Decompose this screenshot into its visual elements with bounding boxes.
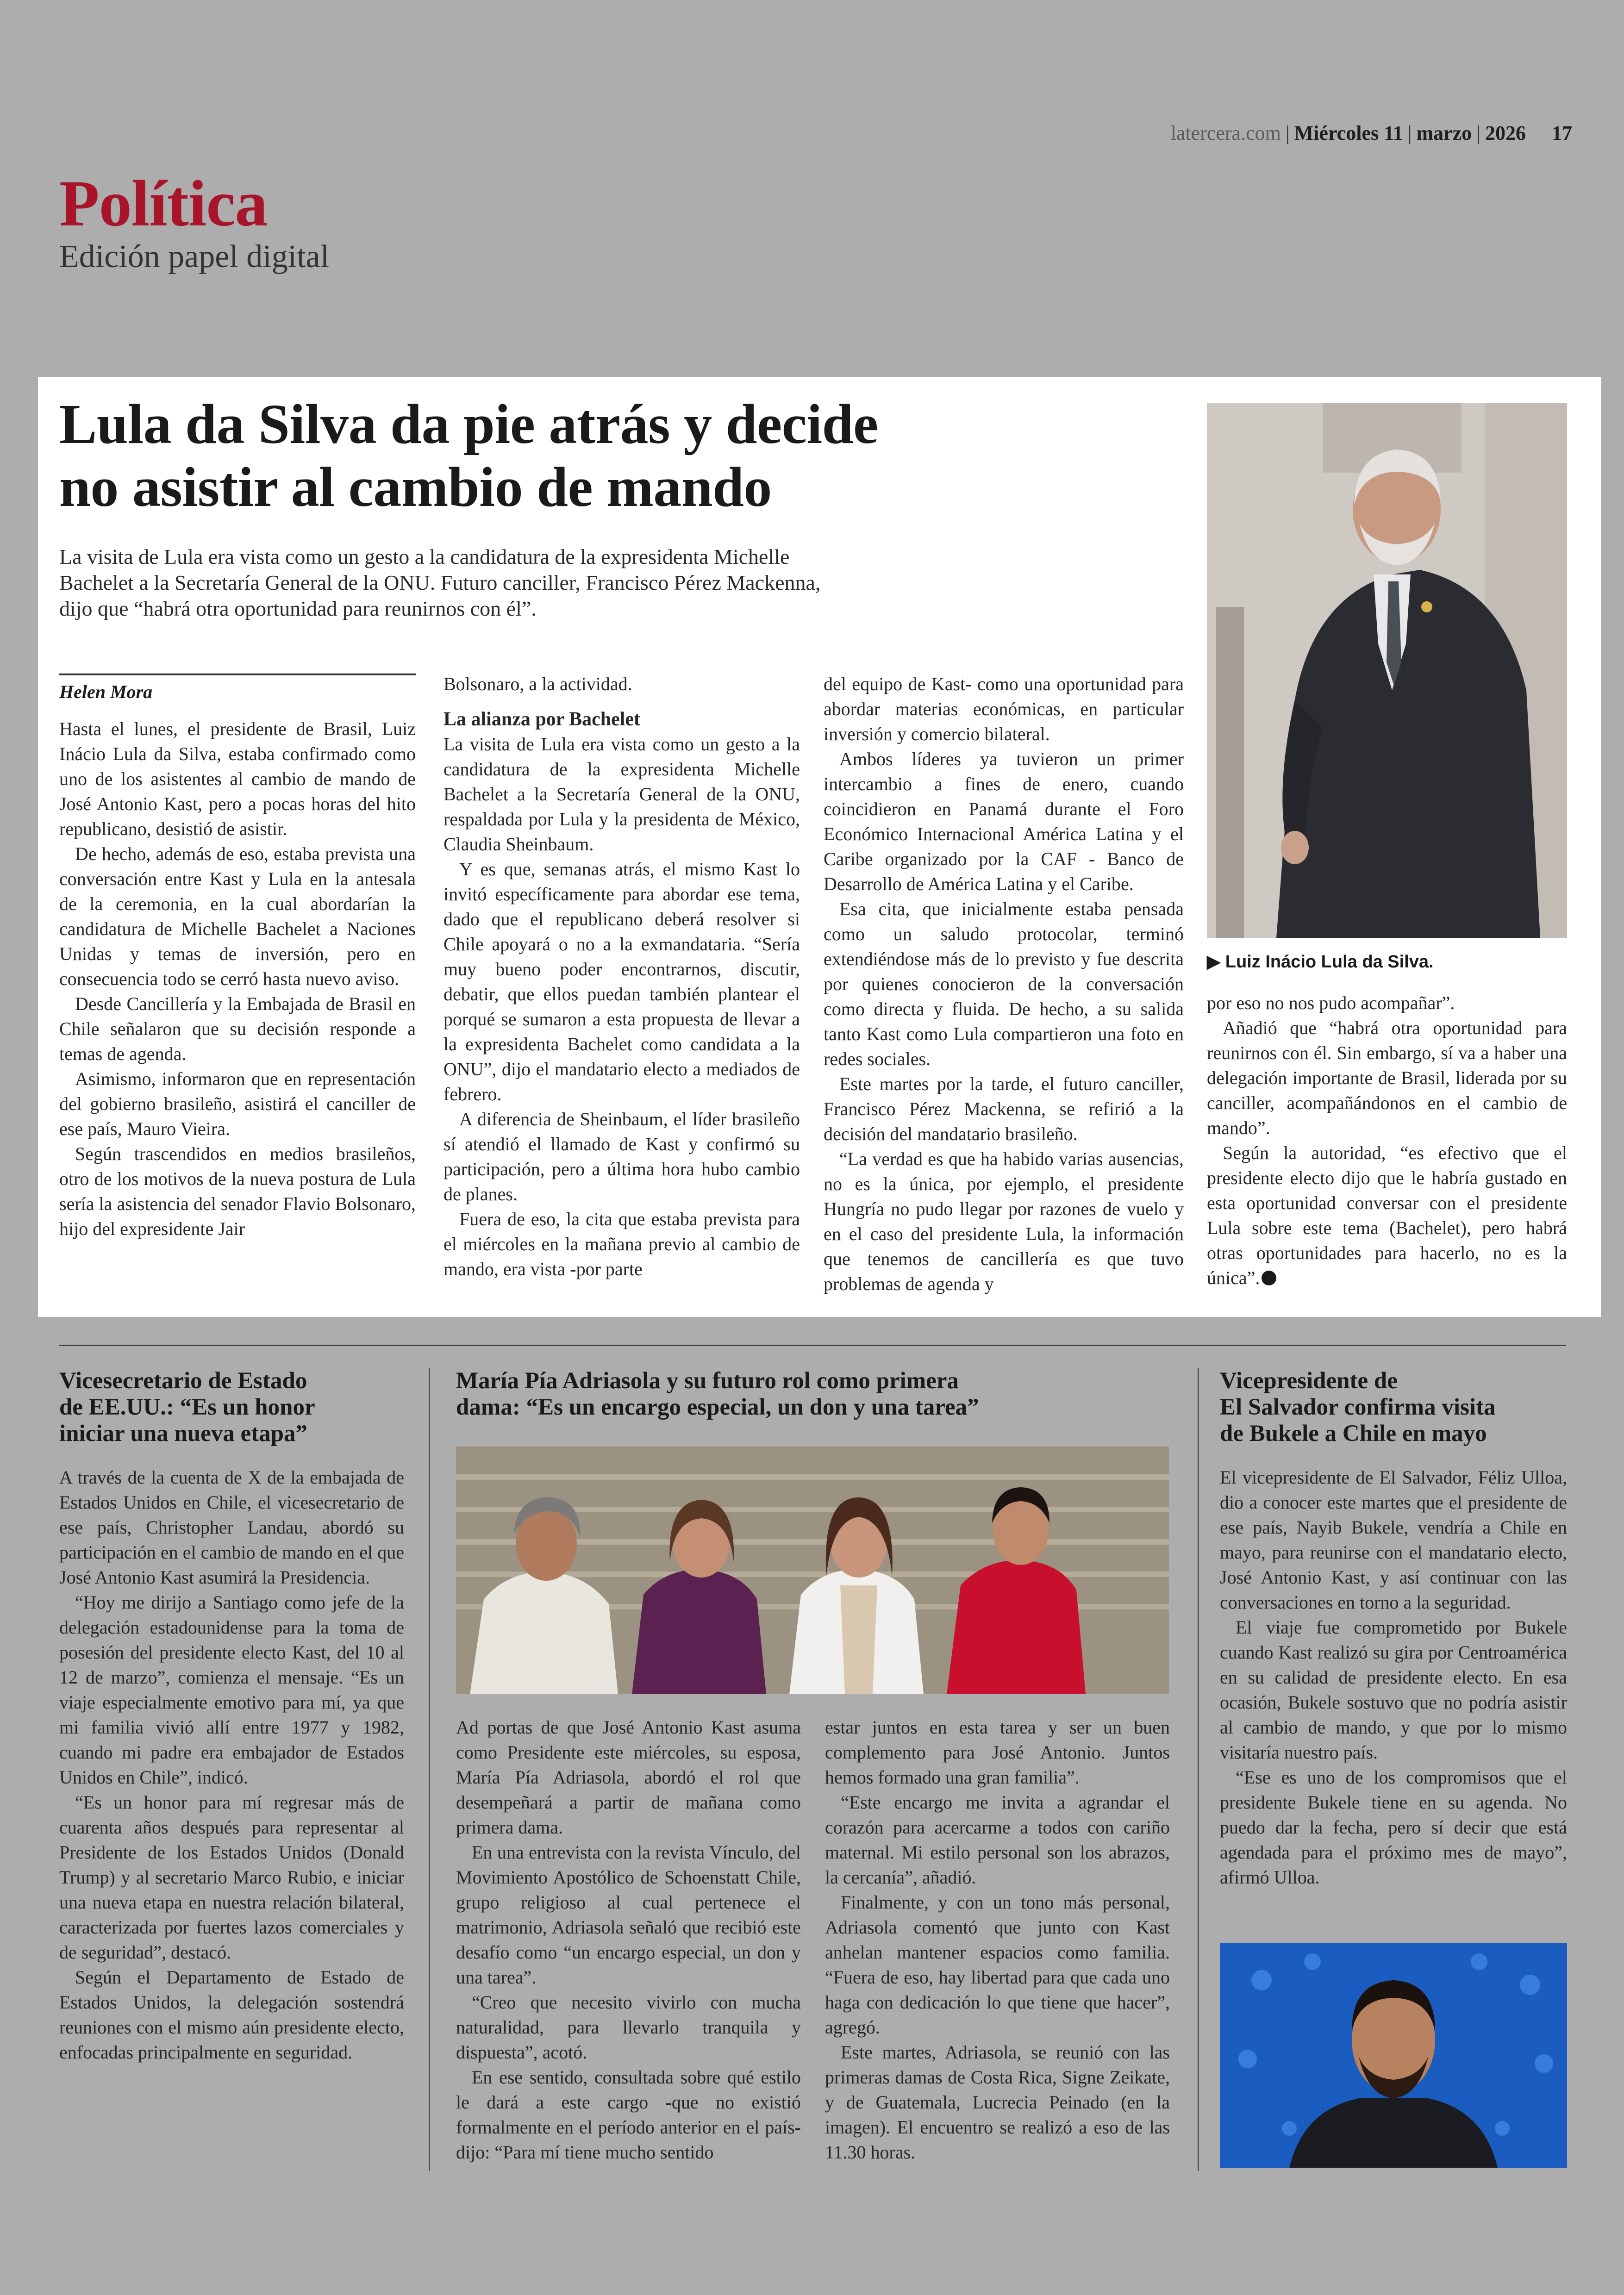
lula-portrait-illustration [1207, 403, 1567, 938]
article-headline [59, 393, 1031, 519]
paragraph: “Ese es uno de los compromisos que el presidente Bukele tiene en su agenda. No puedo dar la fecha, pero sí decir que está agendada para el próximo mes de mayo”, afirmó Ulloa. [1220, 1767, 1567, 1888]
paragraph: “Creo que necesito vivirlo con mucha naturalidad, para llevarlo tranquila y dispuesta”, acotó. [456, 1992, 801, 2063]
article-column-4 [1207, 991, 1567, 1291]
story-center-headline [456, 1368, 1178, 1421]
first-ladies-photo [456, 1447, 1169, 1694]
headline-line-2: no asistir al cambio de mando [59, 456, 772, 518]
first-ladies-illustration [456, 1447, 1169, 1694]
date-month: marzo [1416, 122, 1472, 144]
headline-line: dama: “Es un encargo especial, un don y una tarea” [456, 1394, 979, 1420]
page-number: 17 [1552, 122, 1572, 144]
paragraph: A través de la cuenta de X de la embajada de Estados Unidos en Chile, el vicesecretario de ese país, Christopher Landau, abordó su participación en el cambio de mando en el que José Antonio Kast asumirá la Presidencia. [59, 1467, 404, 1588]
paragraph: Y es que, semanas atrás, el mismo Kast lo invitó específicamente para abordar ese tema, dado que el republicano deberá resolver si Chile apoyará o no a la exmandataria. “Sería muy bueno poder encontrarnos, discutir, debatir, que ellos puedan también plantear el porqué se sumaron a esta propuesta de llevar a la expresidenta Bachelet como candidata a la ONU”, dijo el mandatario electo a mediados de febrero. [443, 859, 800, 1104]
paragraph: El viaje fue comprometido por Bukele cuando Kast realizó su gira por Centroamérica en su calidad de presidente electo. En esa ocasión, Bukele sostuvo que no podría asistir al cambio de mando, y que por lo mismo visitaría nuestro país. [1220, 1617, 1567, 1763]
article-column-3 [824, 672, 1184, 1297]
paragraph: La visita de Lula era vista como un gesto a la candidatura de la expresidenta Michelle Bachelet a la Secretaría General de la ONU, respaldada por Lula y la presidenta de México, Claudia Sheinbaum. [443, 734, 800, 854]
paragraph: En una entrevista con la revista Vínculo, del Movimiento Apostólico de Schoenstatt Chile, grupo religioso al cual pertenece el matrimonio, Adriasola señaló que recibió este desafío como “un encargo especial, un don y una tarea”. [456, 1842, 801, 1988]
headline-line: Vicesecretario de Estado [59, 1368, 307, 1394]
headline-line: Vicepresidente de [1220, 1368, 1398, 1394]
article-column-2 [443, 672, 800, 1282]
paragraph: De hecho, además de eso, estaba prevista una conversación entre Kast y Lula en la antesala de la ceremonia, en la cual abordarían la candidatura de Michelle Bachelet a Naciones Unidas y temas de inversión, pero en consecuencia todo se cerró hasta nuevo aviso. [59, 843, 416, 989]
paragraph: Fuera de eso, la cita que estaba prevista para el miércoles en la mañana previo al cambio de mando, era vista -por parte [443, 1209, 800, 1279]
column-divider [429, 1368, 430, 2171]
paragraph: Añadió que “habrá otra oportunidad para reunirnos con él. Sin embargo, sí va a haber una delegación importante de Brasil, liderada por su canciller, acompañándonos en el cambio de mando”. [1207, 1017, 1567, 1138]
lula-photo [1207, 403, 1567, 938]
paragraph: “Hoy me dirijo a Santiago como jefe de la delegación estadounidense para la toma de posesión del presidente electo Kast, del 10 al 12 de marzo”, comienza el mensaje. “Es un viaje especialmente emotivo para mí, ya que mi familia vivió allí entre 1977 y 1982, cuando mi padre era embajador de Estados Unidos en Chile”, indicó. [59, 1592, 404, 1788]
article-column-1 [59, 717, 416, 1241]
paragraph: por eso no nos pudo acompañar”. [1207, 992, 1455, 1013]
story-left-headline [59, 1368, 411, 1447]
headline-line: El Salvador confirma visita [1220, 1394, 1496, 1420]
site-name: latercera.com [1170, 122, 1281, 144]
end-of-article-icon [1262, 1271, 1276, 1285]
paragraph: Según trascendidos en medios brasileños, otro de los motivos de la nueva postura de Lula sería la asistencia del senador Flavio Bolsonaro, hijo del expresidente Jair [59, 1143, 416, 1239]
story-right-body [1220, 1465, 1567, 1890]
paragraph: En ese sentido, consultada sobre qué estilo le dará a este cargo -que no existió formalmente en el período anterior en el país- dijo: “Para mí tiene mucho sentido [456, 2067, 801, 2163]
page-header-meta: latercera.com | Miércoles 11 | marzo | 2026 17 [1170, 122, 1572, 144]
headline-line: María Pía Adriasola y su futuro rol como primera [456, 1368, 959, 1394]
headline-line: iniciar una nueva etapa” [59, 1421, 308, 1447]
headline-line-1: Lula da Silva da pie atrás y decide [59, 393, 878, 455]
paragraph: Este martes, Adriasola, se reunió con las primeras damas de Costa Rica, Signe Zeikate, y de Guatemala, Lucrecia Peinado (en la imagen). El encuentro se realizó a eso de las 11.30 horas. [825, 2042, 1170, 2163]
article-standfirst: La visita de Lula era vista como un gesto a la candidatura de la expresidenta Michelle Bachelet a la Secretaría General de la ONU. Futuro canciller, Francisco Pérez Mackenna, dijo que “habrá otra oportunidad para reunirnos con él”. [59, 545, 821, 620]
article-subhead: La alianza por Bachelet [443, 709, 641, 730]
paragraph: “La verdad es que ha habido varias ausencias, no es la única, por ejemplo, el presidente Hungría no pudo llegar por razones de vuelo y en el caso del presidente Lula, la información que tenemos de cancillería es que tuvo problemas de agenda y [824, 1148, 1184, 1294]
paragraph: Esa cita, que inicialmente estaba pensada como un saludo protocolar, terminó extendiéndose más de lo previsto y fue descrita por quienes conocieron de la conversación como directa y fluida. De hecho, a su salida tanto Kast como Lula compartieron una foto en redes sociales. [824, 898, 1184, 1069]
headline-line: de EE.UU.: “Es un honor [59, 1394, 315, 1420]
column-divider [1198, 1368, 1199, 2171]
main-article [38, 377, 1601, 1317]
headline-line: de Bukele a Chile en mayo [1220, 1421, 1487, 1447]
story-center-column-1 [456, 1715, 801, 2165]
photo-caption: ▶ Luiz Inácio Lula da Silva. [1207, 952, 1434, 972]
section-divider [59, 1345, 1566, 1346]
paragraph: Ad portas de que José Antonio Kast asuma como Presidente este miércoles, su esposa, María Pía Adriasola, abordó el rol que desempeñará a partir de mañana como primera dama. [456, 1717, 801, 1838]
story-left-body [59, 1465, 404, 2065]
story-right-headline [1220, 1368, 1572, 1447]
paragraph: Asimismo, informaron que en representación del gobierno brasileño, asistirá el canciller de ese país, Mauro Vieira. [59, 1068, 416, 1139]
story-center-column-2 [825, 1715, 1170, 2165]
bukele-photo [1220, 1943, 1567, 2168]
paragraph: Hasta el lunes, el presidente de Brasil, Luiz Inácio Lula da Silva, estaba confirmado como uno de los asistentes al cambio de mando de José Antonio Kast, pero a pocas horas del hito republicano, desistió de asistir. [59, 718, 416, 839]
date-year: 2026 [1485, 122, 1526, 144]
edition-label: Edición papel digital [59, 239, 330, 274]
paragraph: El vicepresidente de El Salvador, Féliz Ulloa, dio a conocer este martes que el presidente de ese país, Nayib Bukele, vendría a Chile en mayo, para reunirse con el mandatario electo, José Antonio Kast, y así continuar con las conversaciones en torno a la seguridad. [1220, 1467, 1567, 1613]
paragraph: A diferencia de Sheinbaum, el líder brasileño sí atendió el llamado de Kast y confirmó su participación, pero a última hora hubo cambio de planes. [443, 1109, 800, 1204]
paragraph [1207, 1141, 1567, 1291]
paragraph: del equipo de Kast- como una oportunidad para abordar materias económicas, en particular inversión y comercio bilateral. [824, 674, 1184, 744]
paragraph: “Es un honor para mí regresar más de cuarenta años después para representar al Presidente de los Estados Unidos (Donald Trump) y al secretario Marco Rubio, e iniciar una nueva etapa en nuestra relación bilateral, caracterizada por fuertes lazos comerciales y de seguridad”, destacó. [59, 1792, 404, 1963]
paragraph: Desde Cancillería y la Embajada de Brasil en Chile señalaron que su decisión responde a temas de agenda. [59, 993, 416, 1064]
section-title: Política [59, 167, 268, 240]
paragraph: Finalmente, y con un tono más personal, Adriasola comentó que junto con Kast anhelan mantener espacios como familia. “Fuera de eso, hay libertad para que cada uno haga con dedicación lo que tiene que hacer”, agregó. [825, 1892, 1170, 2038]
bukele-portrait-illustration [1220, 1943, 1567, 2168]
paragraph: “Este encargo me invita a agrandar el corazón para acercarme a todos con cariño maternal. Mi estilo personal son los abrazos, la cercanía”, añadió. [825, 1792, 1170, 1888]
paragraph: Según el Departamento de Estado de Estados Unidos, la delegación sostendrá reuniones con el mismo aún presidente electo, enfocadas principalmente en seguridad. [59, 1967, 404, 2063]
paragraph-text: Según la autoridad, “es efectivo que el presidente electo dijo que le habría gustado en esta oportunidad conversar con el presidente Lula sobre este tema (Bachelet), pero habrá otras oportunidades para hacerlo, no es la única”. [1207, 1142, 1567, 1288]
byline: Helen Mora [59, 674, 416, 703]
date-weekday: Miércoles 11 [1294, 122, 1403, 144]
paragraph: Este martes por la tarde, el futuro canciller, Francisco Pérez Mackenna, se refirió a la decisión del mandatario brasileño. [824, 1073, 1184, 1144]
paragraph: estar juntos en esta tarea y ser un buen complemento para José Antonio. Juntos hemos formado una gran familia”. [825, 1717, 1170, 1788]
paragraph: Ambos líderes ya tuvieron un primer intercambio a fines de enero, cuando coincidieron en Panamá durante el Foro Económico Internacional América Latina y el Caribe organizado por la CAF - Banco de Desarrollo de América Latina y el Caribe. [824, 748, 1184, 894]
paragraph: Bolsonaro, a la actividad. [443, 674, 632, 694]
